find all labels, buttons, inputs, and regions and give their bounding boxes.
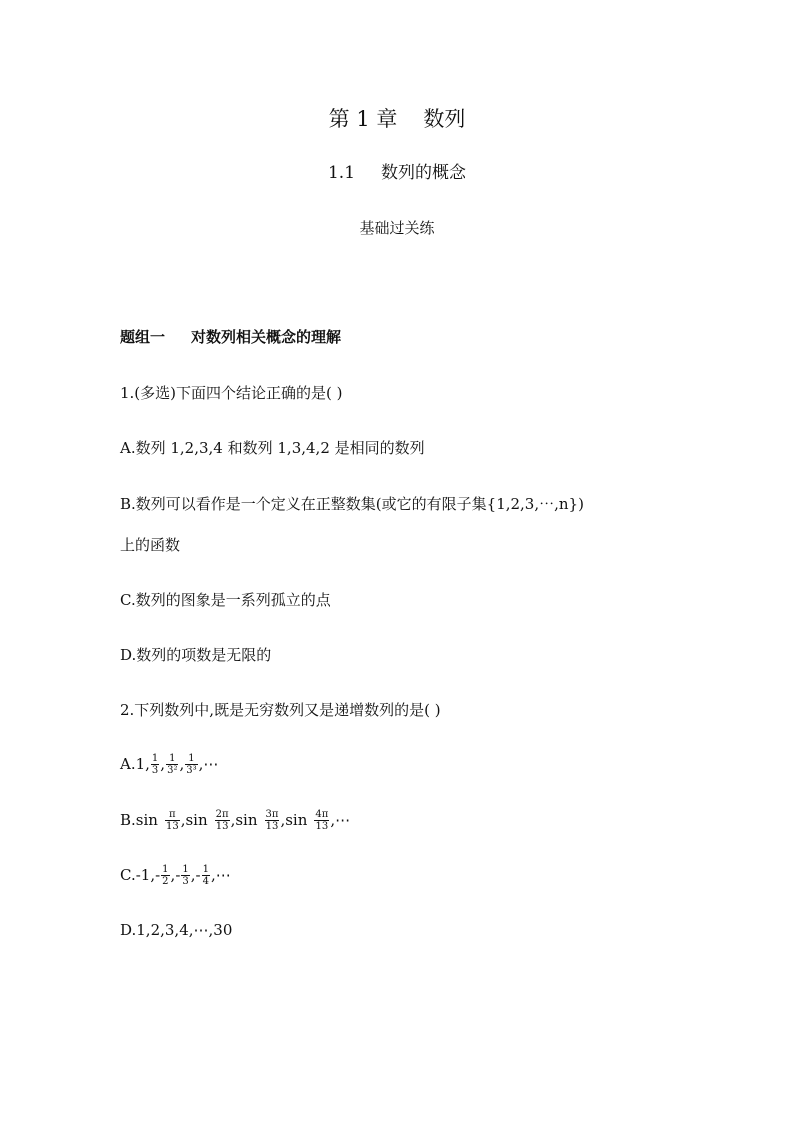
group-heading [120,327,341,347]
q1-option-b-line2: 上的函数 [120,536,181,554]
fraction: $\frac{1}{\text{3²}}$ [167,753,178,776]
fraction: $\frac{\pi}{13}$ [165,809,179,832]
fraction: $\frac{1}{4}$ [202,864,209,887]
section-number: 1.1 [327,163,356,183]
q1-option-c: C.数列的图象是一系列孤立的点 [120,591,331,609]
q2-option-c: C.-1,- $\frac{1}{2}$ ,- $\frac{1}{3}$ ,- $\frac{1}{4}$ ,⋯ [120,864,231,887]
q1-stem: 1.(多选)下面四个结论正确的是( ) [120,384,343,402]
q2-option-d: D.1,2,3,4,⋯,30 [120,921,233,939]
q1-option-b-line1: B.数列可以看作是一个定义在正整数集(或它的有限子集{1,2,3,⋯,n}) [120,495,584,513]
section-title [0,162,794,184]
fraction: $\frac{1}{3}$ [182,864,189,887]
q2-option-a: A.1, $\frac{1}{3}$ , $\frac{1}{\text{3²}}$ , $\frac{1}{\text{3³}}$ ,⋯ [120,753,219,776]
chapter-title [0,106,794,132]
q1-option-d: D.数列的项数是无限的 [120,646,272,664]
fraction: $\frac{1}{3}$ [151,753,159,776]
fraction: $\frac{3\pi}{13}$ [265,809,279,832]
q2-stem: 2.下列数列中,既是无穷数列又是递增数列的是( ) [120,701,441,719]
q1-option-a: A.数列 1,2,3,4 和数列 1,3,4,2 是相同的数列 [120,439,425,457]
fraction: $\frac{1}{\text{3³}}$ [186,753,197,776]
chapter-name: 数列 [423,107,466,131]
fraction: $\frac{1}{2}$ [162,864,169,887]
fraction: $\frac{2\pi}{13}$ [215,809,229,832]
section-name: 数列的概念 [381,163,467,183]
q2-option-b: B.sin $\frac{\pi}{13}$ ,sin $\frac{2\pi}{13}$ ,sin $\frac{3\pi}{13}$ ,sin $\frac{4\pi}{13}$ ,⋯ [120,809,351,832]
practice-label: 基础过关练 [359,219,435,237]
group-label: 题组一 [120,328,166,346]
chapter-label: 第 1 章 [328,107,398,131]
group-name: 对数列相关概念的理解 [191,328,342,346]
fraction: $\frac{4\pi}{13}$ [315,809,329,832]
